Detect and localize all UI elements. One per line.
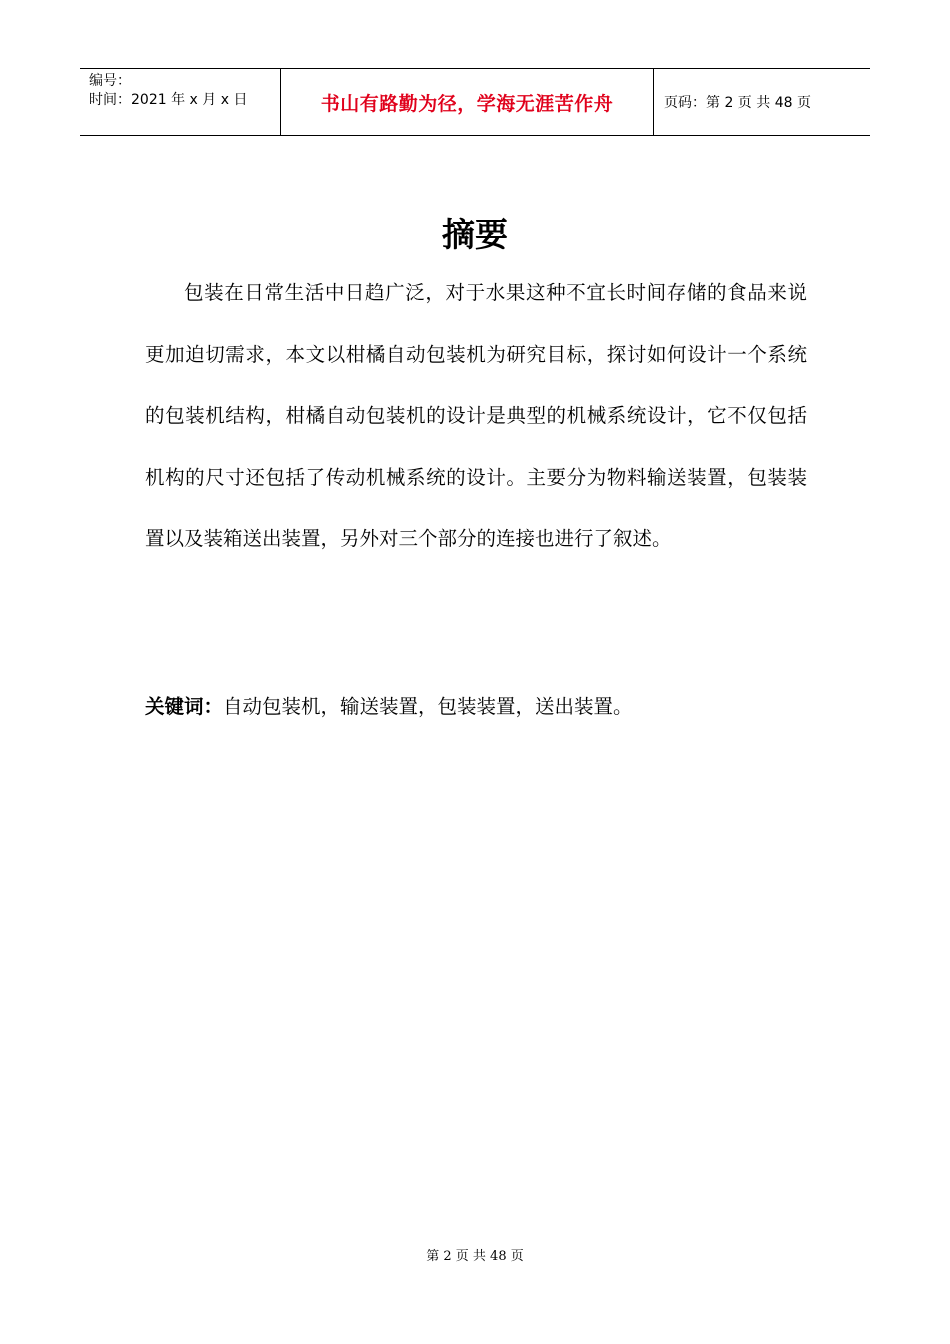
keywords-line [145,690,807,724]
header-page-info: 页码：第 2 页 共 48 页 [664,95,811,111]
page-footer: 第 2 页 共 48 页 [426,1249,524,1264]
header-meta [80,69,281,135]
page-title: 摘要 [442,215,508,254]
date-label: 时间：2021 年 x 月 x 日 [89,92,248,108]
header-motto: 书山有路勤为径，学海无涯苦作舟 [281,69,654,135]
abstract-paragraph: 包装在日常生活中日趋广泛，对于水果这种不宜长时间存储的食品来说更加迫切需求，本文以柑橘自动包装机为研究目标，探讨如何设计一个系统的包装机结构，柑橘自动包装机的设计是典型的机械系统设计，它不仅包括机构的尺寸还包括了传动机械系统的设计。主要分为物料输送装置，包装装置以及装箱送出装置，另外对三个部分的连接也进行了叙述。 [145,281,807,550]
serial-number-label: 编号： [89,73,131,89]
page-header [80,68,870,136]
keywords-value: 自动包装机，输送装置，包装装置，送出装置。 [223,695,633,718]
keywords-label: 关键词： [145,695,224,718]
abstract-body [145,262,807,570]
